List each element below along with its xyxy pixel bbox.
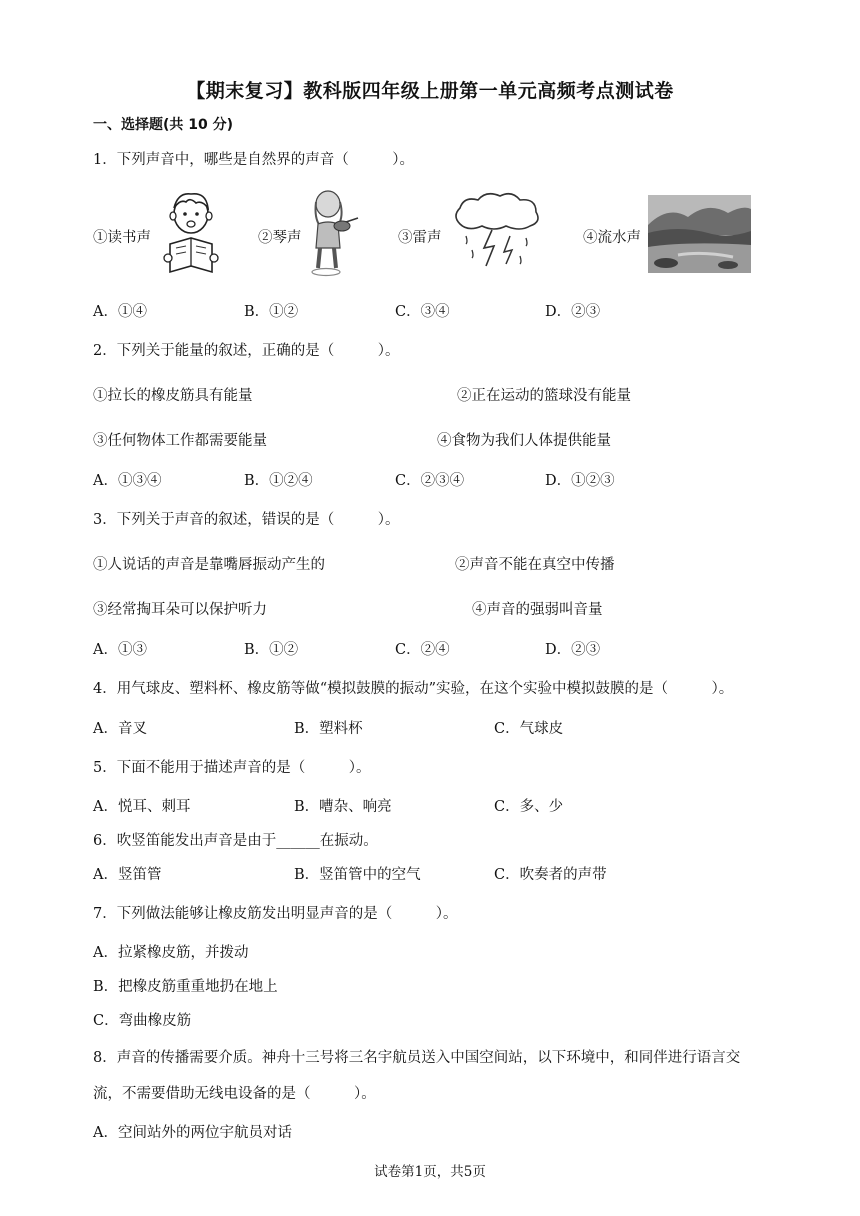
q7-option-c: C．弯曲橡皮筋 [93,1013,192,1029]
question-3-stem: 3．下列关于声音的叙述，错误的是（ ）。 [93,512,400,528]
page-title: 【期末复习】教科版四年级上册第一单元高频考点测试卷 [186,80,674,102]
q2-statement-3: ③任何物体工作都需要能量 [93,433,267,449]
question-8-stem-line1: 8．声音的传播需要介质。神舟十三号将三名宇航员送入中国空间站，以下环境中，和同伴进行语言交 [93,1050,741,1066]
question-7-stem: 7．下列做法能够让橡皮筋发出明显声音的是（ ）。 [93,906,458,922]
q1-option-a: A．①④ [93,304,147,320]
q2-option-c: C．②③④ [395,473,465,489]
question-5-stem: 5．下面不能用于描述声音的是（ ）。 [93,760,371,776]
question-4-stem: 4．用气球皮、塑料杯、橡皮筋等做“模拟鼓膜的振动”实验，在这个实验中模拟鼓膜的是（ ）。 [93,681,734,697]
q6-option-b: B．竖笛管中的空气 [294,867,421,883]
q1-option-b: B．①② [244,304,299,320]
q2-statement-2: ②正在运动的篮球没有能量 [457,388,631,404]
q3-option-c: C．②④ [395,642,450,658]
q4-option-b: B．塑料杯 [294,721,363,737]
q2-option-a: A．①③④ [93,473,162,489]
q1-item-1: ①读书声 [93,230,151,246]
q2-statement-1: ①拉长的橡皮筋具有能量 [93,388,253,404]
q1-option-c: C．③④ [395,304,450,320]
q2-statement-4: ④食物为我们人体提供能量 [437,433,611,449]
page-footer: 试卷第1页，共5页 [374,1164,486,1180]
q6-option-c: C．吹奏者的声带 [494,867,607,883]
q1-item-3: ③雷声 [398,230,442,246]
reading-boy-picture [160,186,222,276]
question-2-stem: 2．下列关于能量的叙述，正确的是（ ）。 [93,343,400,359]
q6-option-a: A．竖笛管 [93,867,162,883]
violin-girl-picture [304,186,362,278]
q3-statement-3: ③经常掏耳朵可以保护听力 [93,602,267,618]
q7-option-a: A．拉紧橡皮筋，并拨动 [93,945,249,961]
q3-option-a: A．①③ [93,642,147,658]
thunder-cloud-picture [450,190,542,278]
q7-option-b: B．把橡皮筋重重地扔在地上 [93,979,278,995]
q8-option-a: A．空间站外的两位宇航员对话 [93,1125,292,1141]
q4-option-c: C．气球皮 [494,721,564,737]
q1-option-d: D．②③ [545,304,601,320]
q4-option-a: A．音叉 [93,721,147,737]
q3-statement-4: ④声音的强弱叫音量 [472,602,603,618]
question-1-stem: 1．下列声音中，哪些是自然界的声音（ ）。 [93,152,414,168]
q3-statement-2: ②声音不能在真空中传播 [455,557,615,573]
q1-item-4: ④流水声 [583,230,641,246]
q5-option-b: B．嘈杂、响亮 [294,799,392,815]
q5-option-a: A．悦耳、刺耳 [93,799,191,815]
q3-option-b: B．①② [244,642,299,658]
q3-statement-1: ①人说话的声音是靠嘴唇振动产生的 [93,557,325,573]
river-landscape-picture [648,195,751,273]
q1-item-2: ②琴声 [258,230,302,246]
question-6-stem: 6．吹竖笛能发出声音是由于______在振动。 [93,833,378,849]
q2-option-b: B．①②④ [244,473,313,489]
section-heading: 一、选择题(共 10 分) [93,117,234,133]
q2-option-d: D．①②③ [545,473,615,489]
q3-option-d: D．②③ [545,642,601,658]
question-8-stem-line2: 流，不需要借助无线电设备的是（ ）。 [93,1086,376,1102]
q5-option-c: C．多、少 [494,799,564,815]
